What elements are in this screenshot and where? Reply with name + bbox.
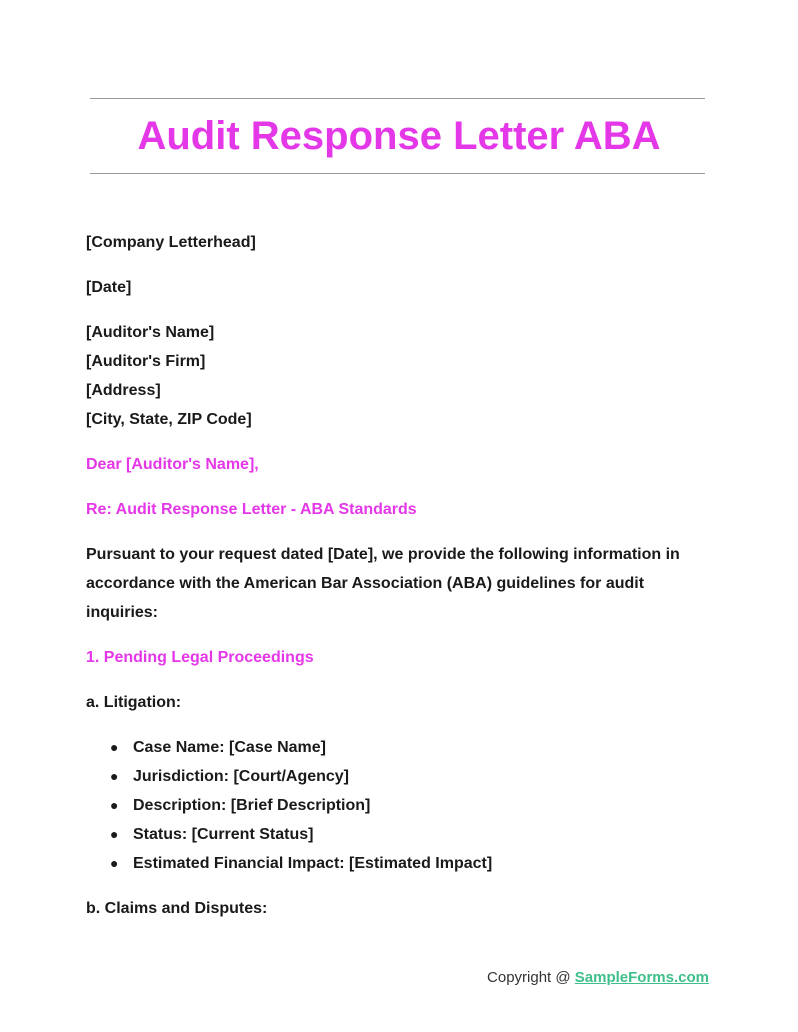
subsection-claims-disputes: b. Claims and Disputes: — [86, 900, 268, 917]
copyright-text: Copyright @ — [487, 969, 575, 986]
bullet-icon: ● — [110, 855, 119, 871]
bullet-icon: ● — [110, 826, 119, 842]
auditor-firm: [Auditor's Firm] — [86, 353, 206, 370]
auditor-name: [Auditor's Name] — [86, 324, 215, 341]
bullet-icon: ● — [110, 768, 119, 784]
top-divider — [90, 98, 705, 99]
subject-line: Re: Audit Response Letter - ABA Standards — [86, 501, 417, 518]
company-letterhead: [Company Letterhead] — [86, 234, 256, 251]
bullet-icon: ● — [110, 797, 119, 813]
auditor-city-state-zip: [City, State, ZIP Code] — [86, 411, 252, 428]
litigation-list — [86, 733, 716, 878]
section-heading-pending-legal: 1. Pending Legal Proceedings — [86, 649, 314, 666]
salutation: Dear [Auditor's Name], — [86, 456, 259, 473]
list-item: ● Description: [Brief Description] — [86, 791, 716, 820]
list-item: ● Jurisdiction: [Court/Agency] — [86, 762, 716, 791]
brand-link[interactable]: SampleForms.com — [574, 969, 709, 986]
footer-copyright — [487, 966, 709, 990]
letter-date: [Date] — [86, 279, 132, 296]
list-item: ● Status: [Current Status] — [86, 820, 716, 849]
subsection-litigation: a. Litigation: — [86, 694, 182, 711]
auditor-address: [Address] — [86, 382, 161, 399]
bullet-icon: ● — [110, 739, 119, 755]
document-title: Audit Response Letter ABA — [137, 114, 661, 158]
list-item: ● Estimated Financial Impact: [Estimated Impact] — [86, 849, 716, 878]
list-item: ● Case Name: [Case Name] — [86, 733, 716, 762]
bottom-divider — [90, 173, 705, 174]
letter-body — [86, 228, 716, 923]
intro-paragraph: Pursuant to your request dated [Date], we provide the following information in accordance with the American Bar Association (ABA) guidelines for audit inquiries: — [86, 546, 680, 621]
